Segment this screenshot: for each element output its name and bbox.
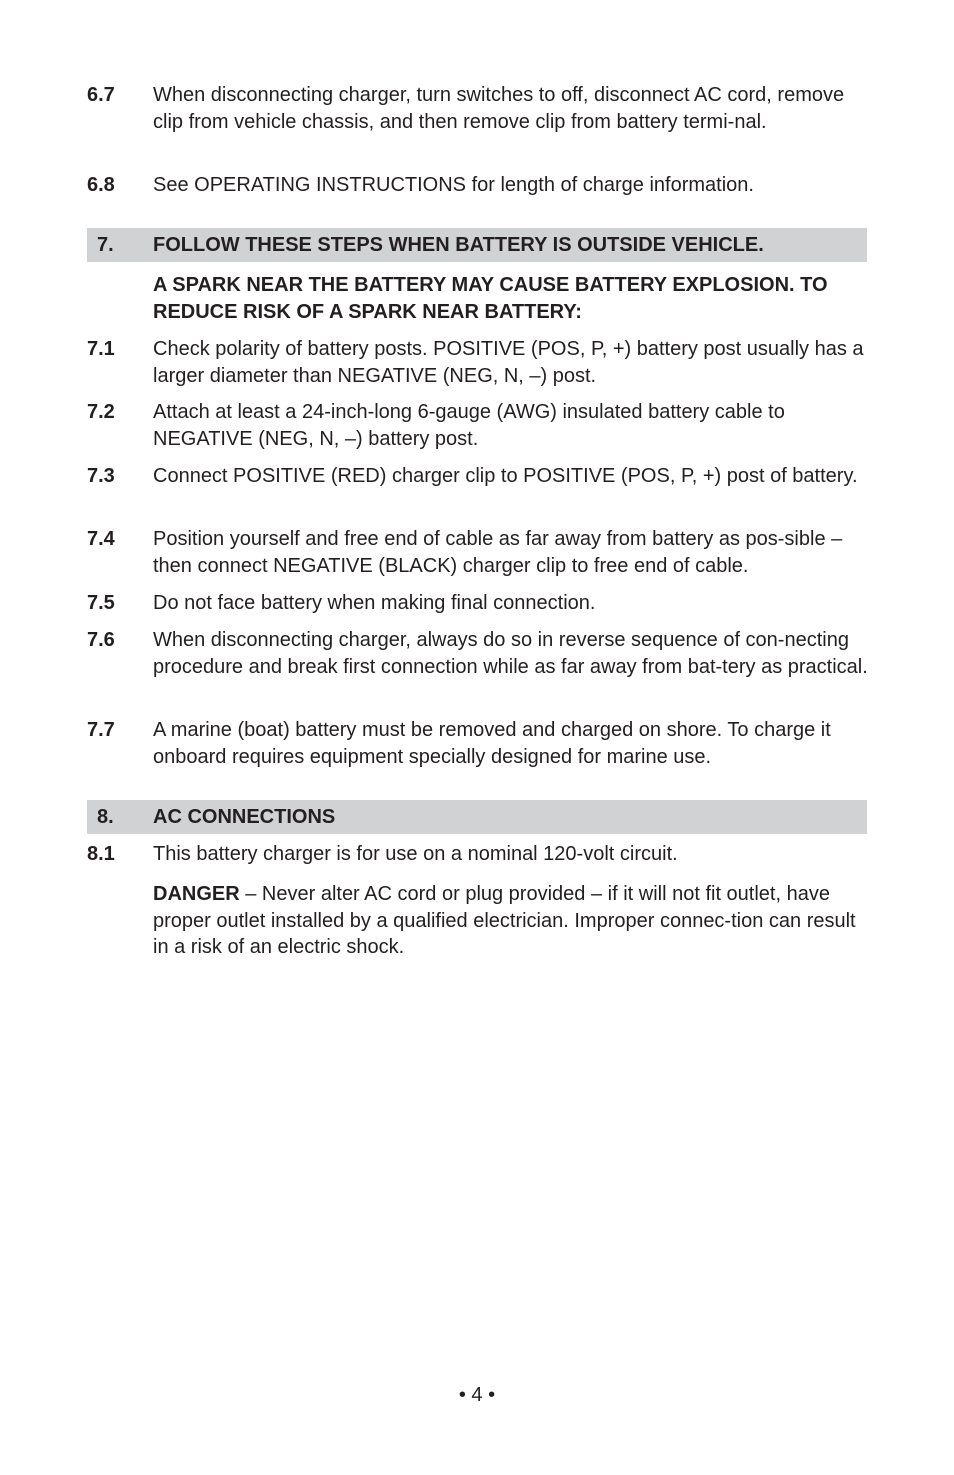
step-7-7	[87, 717, 872, 770]
step-text: See OPERATING INSTRUCTIONS for length of charge information.	[153, 174, 754, 196]
step-7-5	[87, 590, 872, 617]
step-number: 7.1	[87, 338, 115, 360]
step-number: 7.4	[87, 528, 115, 550]
step-number: 8.1	[87, 843, 115, 865]
step-text: Attach at least a 24-inch-long 6-gauge (AWG) insulated battery cable to NEGATIVE (NEG, N, –) battery post.	[153, 401, 785, 450]
step-text: Connect POSITIVE (RED) charger clip to POSITIVE (POS, P, +) post of battery.	[153, 465, 858, 487]
section-number: 7.	[97, 233, 114, 256]
step-number: 7.5	[87, 592, 115, 614]
step-text: Position yourself and free end of cable as far away from battery as pos-sible – then connect NEGATIVE (BLACK) charger clip to free end of cable.	[153, 528, 843, 577]
step-number: 7.6	[87, 629, 115, 651]
step-number: 6.7	[87, 84, 115, 106]
danger-text: – Never alter AC cord or plug provided – if it will not fit outlet, have proper outlet installed by a qualified electrician. Improper connec-tion can result in a risk of an electric shock.	[153, 883, 856, 958]
step-number: 7.2	[87, 401, 115, 423]
step-7-6	[87, 627, 872, 680]
step-text: Check polarity of battery posts. POSITIVE (POS, P, +) battery post usually has a larger diameter than NEGATIVE (NEG, N, –) post.	[153, 338, 864, 387]
step-6-8	[87, 172, 872, 199]
step-number: 7.3	[87, 465, 115, 487]
section-title: FOLLOW THESE STEPS WHEN BATTERY IS OUTSIDE VEHICLE.	[153, 233, 764, 256]
step-text: This battery charger is for use on a nominal 120-volt circuit.	[153, 843, 678, 865]
step-number: 7.7	[87, 719, 115, 741]
step-8-1	[87, 841, 872, 868]
step-text: A marine (boat) battery must be removed and charged on shore. To charge it onboard requires equipment specially designed for marine use.	[153, 719, 831, 768]
section-7-header	[87, 228, 867, 262]
step-6-7	[87, 82, 872, 135]
section-title: AC CONNECTIONS	[153, 805, 336, 828]
step-number: 6.8	[87, 174, 115, 196]
danger-label: DANGER	[153, 883, 240, 905]
step-text: When disconnecting charger, always do so in reverse sequence of con-necting procedure and break first connection while as far away from bat-tery as practical.	[153, 629, 868, 678]
step-text: Do not face battery when making final connection.	[153, 592, 596, 614]
step-7-1	[87, 336, 872, 389]
step-7-2	[87, 399, 872, 452]
step-7-4	[87, 526, 872, 579]
step-7-3	[87, 463, 872, 490]
danger-notice	[153, 881, 868, 961]
section-number: 8.	[97, 805, 114, 828]
step-text: When disconnecting charger, turn switches to off, disconnect AC cord, remove clip from vehicle chassis, and then remove clip from battery termi-nal.	[153, 84, 845, 133]
page-number: • 4 •	[458, 1384, 496, 1406]
section-8-header	[87, 800, 867, 834]
spark-warning: A SPARK NEAR THE BATTERY MAY CAUSE BATTERY EXPLOSION. TO REDUCE RISK OF A SPARK NEAR BATTERY:	[153, 274, 828, 323]
